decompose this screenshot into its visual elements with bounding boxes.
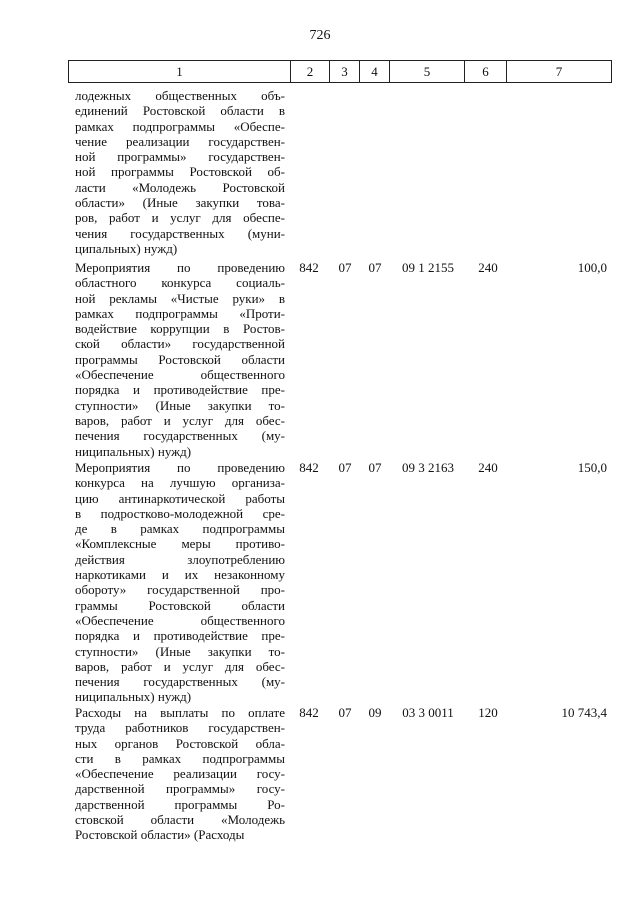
- description-line: области» (Иные закупки това-: [75, 195, 285, 211]
- column-header-table: [68, 60, 612, 83]
- section-code: 07: [338, 460, 352, 475]
- column-header-6: 6: [465, 61, 507, 83]
- description-line: Ростовской области» (Расходы: [75, 827, 245, 843]
- description-line: дарственной программы Ро-: [75, 796, 285, 812]
- description-line: ной рекламы «Чистые руки» в: [75, 290, 285, 306]
- description-line: ступности» (Иные закупки то-: [75, 397, 285, 413]
- section-code: 07: [338, 705, 352, 720]
- description-line: действия злоупотреблению: [75, 551, 285, 567]
- ministry-code: 842: [299, 705, 319, 720]
- column-header-5: 5: [390, 61, 465, 83]
- description-line: областного конкурса социаль-: [75, 275, 285, 291]
- subsection-code: 07: [368, 460, 382, 475]
- description-line: Расходы на выплаты по оплате: [75, 705, 285, 720]
- amount-value: 10 743,4: [561, 705, 607, 720]
- description-line: дарственной программы» госу-: [75, 781, 285, 797]
- description-line: ных органов Ростовской обла-: [75, 735, 285, 751]
- row-description: [75, 705, 285, 843]
- ministry-code: 842: [299, 260, 319, 275]
- target-article-code: 09 1 2155: [402, 260, 454, 275]
- column-header-row: [69, 61, 612, 83]
- description-line: цию антинаркотической работы: [75, 490, 285, 506]
- target-article-code: 09 3 2163: [402, 460, 454, 475]
- description-line: труда работников государствен-: [75, 720, 285, 736]
- description-line: порядка и противодействие пре-: [75, 382, 285, 398]
- description-line: рамках подпрограммы «Обеспе-: [75, 118, 285, 134]
- target-article-code: 03 3 0011: [402, 705, 454, 720]
- description-line: ной программы» государствен-: [75, 149, 285, 165]
- expense-type-code: 240: [478, 260, 498, 275]
- description-line: «Обеспечение общественного: [75, 367, 285, 383]
- description-line: ров, работ и услуг для обеспе-: [75, 210, 285, 226]
- description-line: чения государственных (муни-: [75, 225, 285, 241]
- description-line: водействие коррупции в Ростов-: [75, 321, 285, 337]
- description-line: варов, работ и услуг для обес-: [75, 412, 285, 428]
- column-header-7: 7: [507, 61, 612, 83]
- ministry-code: 842: [299, 460, 319, 475]
- description-line: «Комплексные меры противо-: [75, 536, 285, 552]
- row-description: [75, 260, 285, 459]
- description-line: ципальных) нужд): [75, 240, 178, 256]
- description-line: обороту» государственной про-: [75, 582, 285, 598]
- description-line: в подростково-молодежной сре-: [75, 505, 285, 521]
- description-line: де в рамках подпрограммы: [75, 521, 285, 537]
- description-line: «Обеспечение общественного: [75, 612, 285, 628]
- row-description: [75, 460, 285, 705]
- page-number: 726: [309, 28, 331, 43]
- column-header-4: 4: [360, 61, 390, 83]
- description-line: конкурса на лучшую организа-: [75, 475, 285, 491]
- row-description: [75, 88, 285, 256]
- description-line: лодежных общественных объ-: [75, 88, 285, 103]
- description-line: «Обеспечение реализации госу-: [75, 766, 285, 782]
- description-line: наркотиками и их незаконному: [75, 567, 285, 583]
- description-line: единений Ростовской области в: [75, 103, 285, 119]
- description-line: Мероприятия по проведению: [75, 460, 285, 475]
- description-line: печения государственных (му-: [75, 674, 285, 690]
- description-line: рамках подпрограммы «Проти-: [75, 305, 285, 321]
- description-line: ступности» (Иные закупки то-: [75, 643, 285, 659]
- description-line: граммы Ростовской области: [75, 597, 285, 613]
- column-header-3: 3: [330, 61, 360, 83]
- description-line: чение реализации государствен-: [75, 133, 285, 149]
- description-line: порядка и противодействие пре-: [75, 628, 285, 644]
- expense-type-code: 120: [478, 705, 498, 720]
- description-line: программы Ростовской области: [75, 351, 285, 367]
- amount-value: 100,0: [577, 260, 607, 275]
- column-header-1: 1: [69, 61, 291, 83]
- description-line: ской области» государственной: [75, 336, 285, 352]
- description-line: Мероприятия по проведению: [75, 260, 285, 275]
- column-header-2: 2: [291, 61, 330, 83]
- subsection-code: 09: [368, 705, 382, 720]
- description-line: ласти «Молодежь Ростовской: [75, 179, 285, 195]
- amount-value: 150,0: [577, 460, 607, 475]
- description-line: сти в рамках подпрограммы: [75, 750, 285, 766]
- expense-type-code: 240: [478, 460, 498, 475]
- description-line: ниципальных) нужд): [75, 443, 192, 459]
- section-code: 07: [338, 260, 352, 275]
- description-line: ной программы Ростовской об-: [75, 164, 285, 180]
- description-line: печения государственных (му-: [75, 428, 285, 444]
- description-line: варов, работ и услуг для обес-: [75, 658, 285, 674]
- subsection-code: 07: [368, 260, 382, 275]
- description-line: стовской области «Молодежь: [75, 812, 285, 828]
- description-line: ниципальных) нужд): [75, 689, 192, 705]
